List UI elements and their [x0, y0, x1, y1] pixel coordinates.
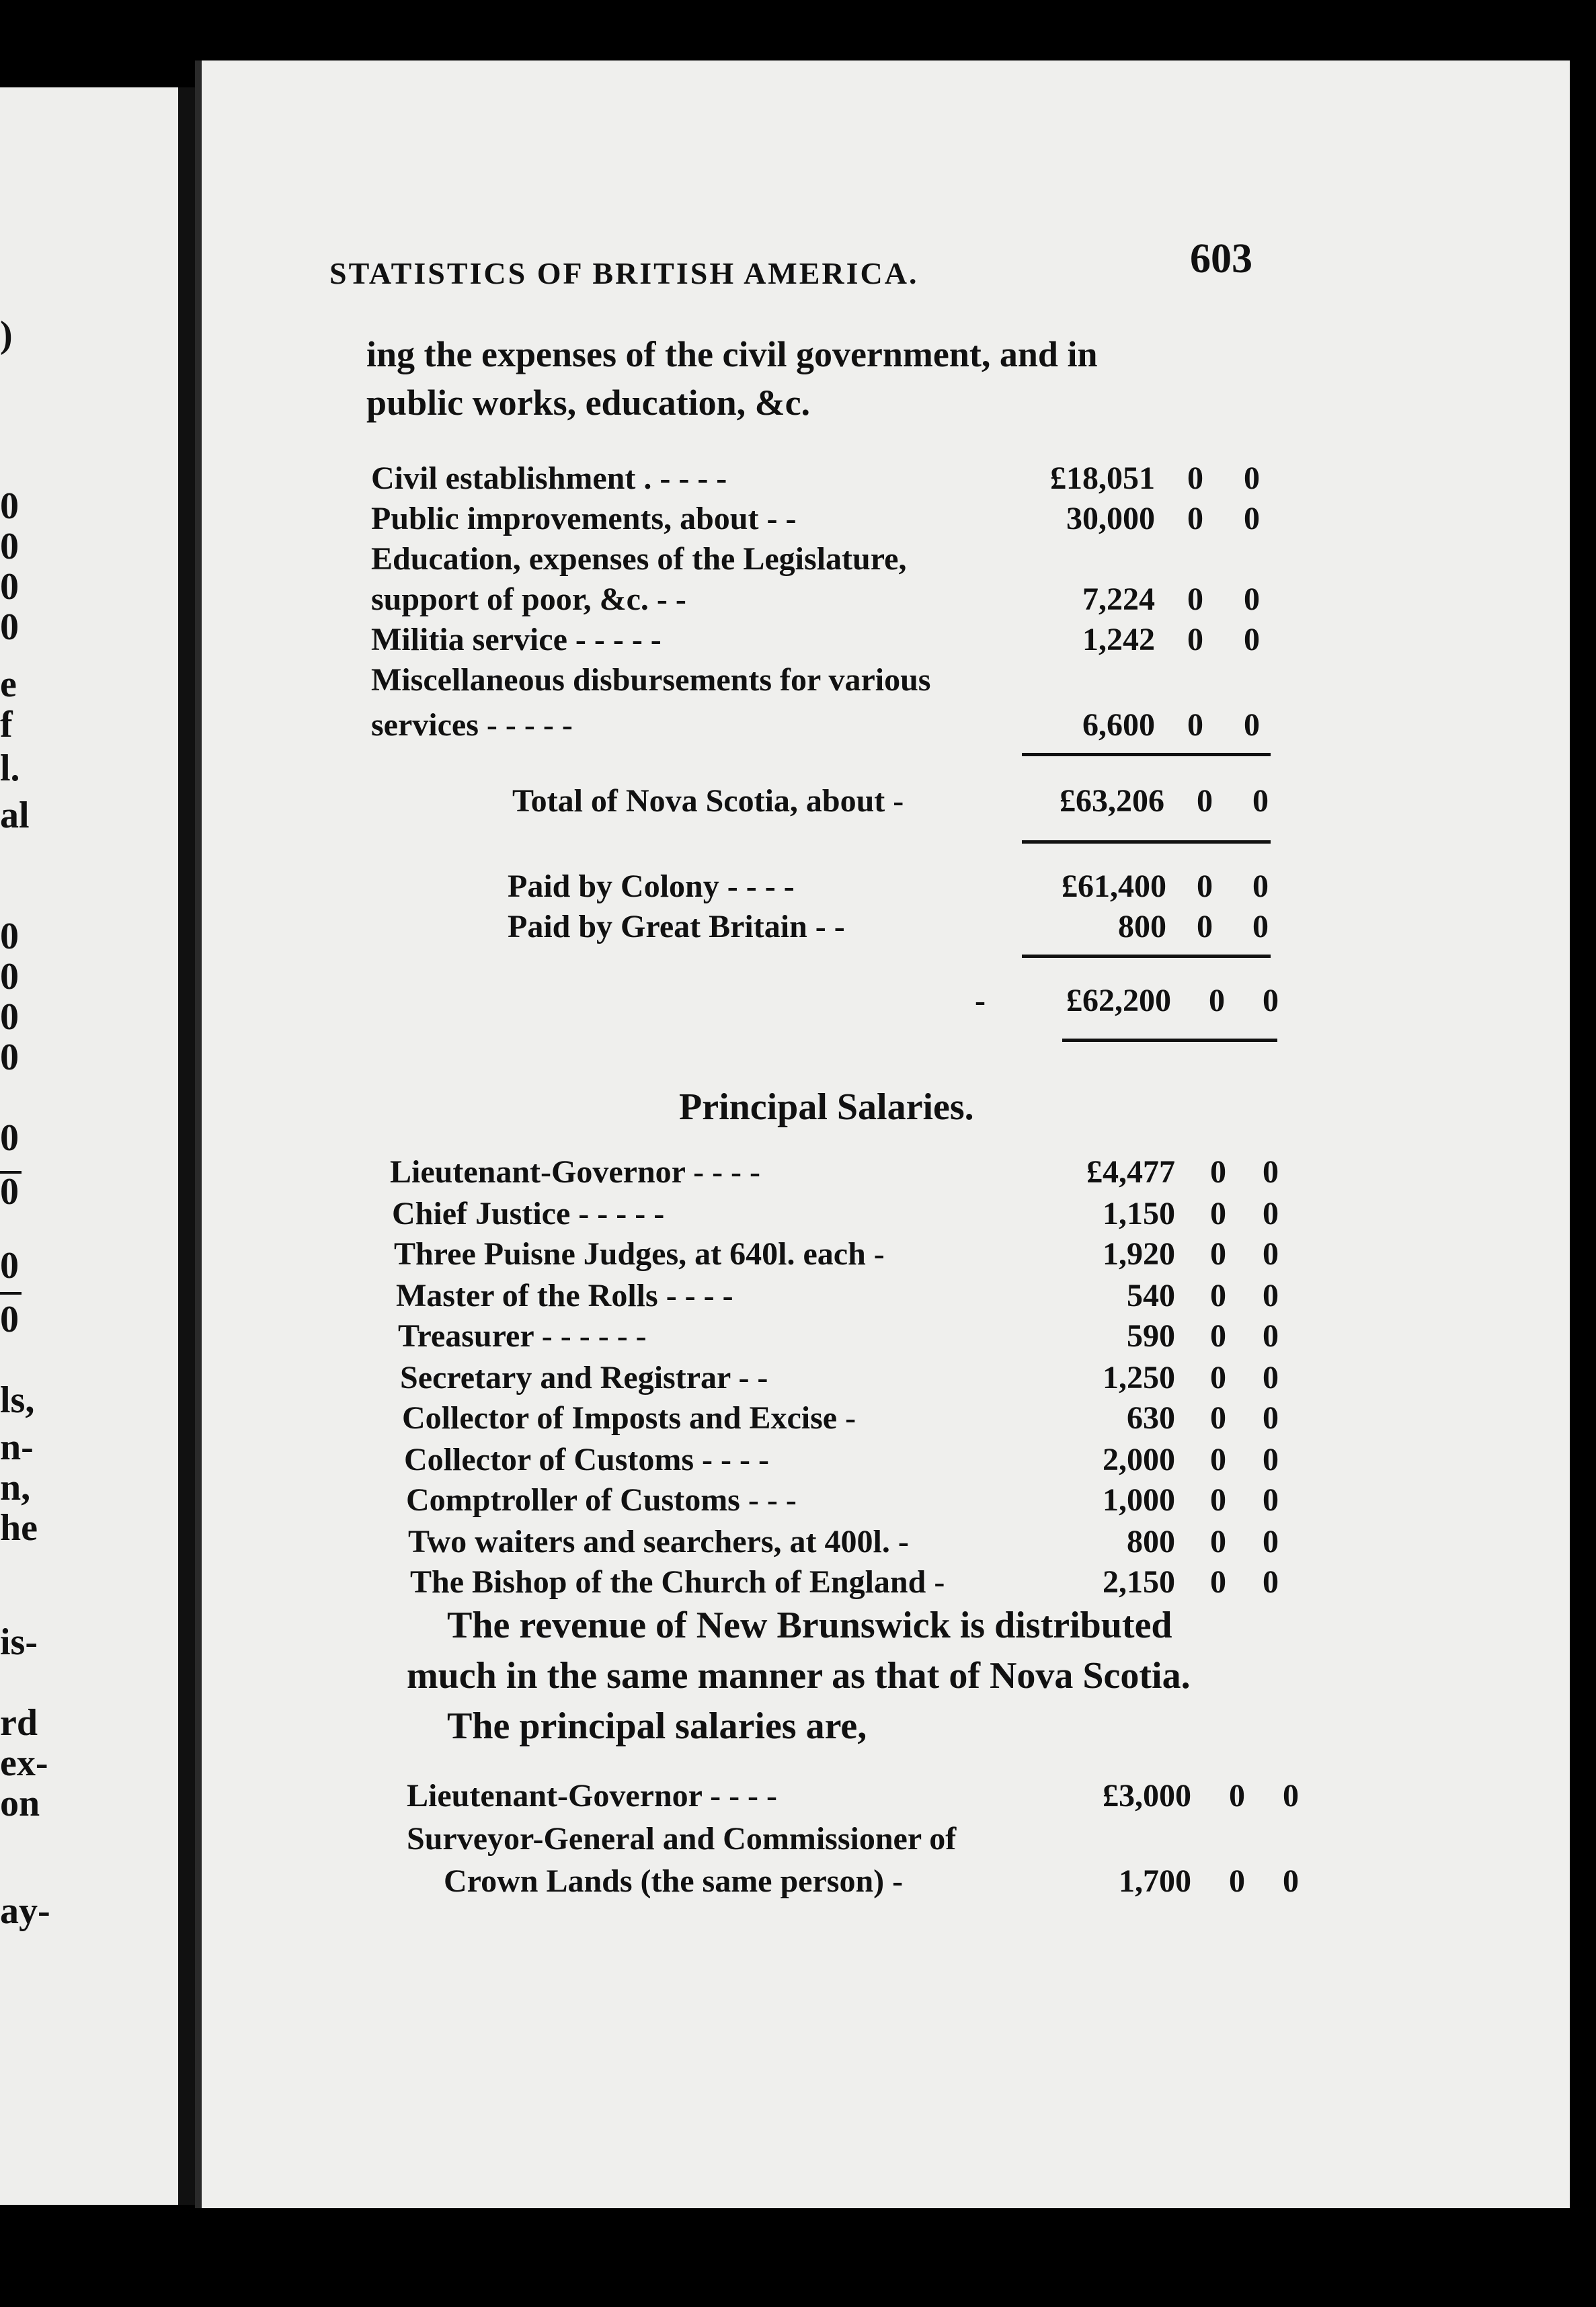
- left-page-fragment: he: [0, 1507, 38, 1549]
- left-page-fragment: ay-: [0, 1890, 50, 1932]
- salary-row-pence: 0: [1263, 1154, 1279, 1190]
- salary-row-shillings: 0: [1210, 1524, 1226, 1560]
- salary-row-amount: 1,250: [1103, 1360, 1175, 1395]
- left-page-fragment: 0: [0, 1117, 19, 1159]
- nb-paragraph-line-3: The principal salaries are,: [447, 1705, 867, 1747]
- salary-row-pence: 0: [1263, 1236, 1279, 1272]
- expense-row-amount: 30,000: [1066, 501, 1155, 536]
- salary-row-label: Comptroller of Customs - - -: [406, 1482, 797, 1518]
- left-page-fragment: 0: [0, 526, 19, 567]
- salary-row-amount: 1,150: [1103, 1196, 1175, 1231]
- left-page-fragment: 0: [0, 1299, 19, 1340]
- left-page-rule: [0, 1171, 22, 1174]
- expense-row-amount: 1,242: [1082, 622, 1155, 657]
- nb-paragraph-line-1: The revenue of New Brunswick is distributed: [447, 1605, 1172, 1646]
- nb-salary-row-amount: £3,000: [1103, 1778, 1191, 1814]
- left-page-fragment: on: [0, 1783, 40, 1824]
- expense-row-label: support of poor, &c. - -: [371, 581, 686, 617]
- paid-row-pence: 0: [1252, 909, 1269, 944]
- nb-salary-row-pence: 0: [1283, 1863, 1299, 1899]
- nb-salary-row-label: Crown Lands (the same person) -: [444, 1863, 904, 1899]
- paid-row-shillings: 0: [1197, 868, 1213, 904]
- page-number: 603: [1190, 236, 1252, 282]
- salary-row-pence: 0: [1263, 1564, 1279, 1600]
- salary-row-label: Chief Justice - - - - -: [392, 1196, 665, 1231]
- salary-row-amount: 1,000: [1103, 1482, 1175, 1518]
- salary-row-shillings: 0: [1210, 1236, 1226, 1272]
- left-page-fragment: 0: [0, 1037, 19, 1078]
- salary-row-shillings: 0: [1210, 1318, 1226, 1354]
- nb-salary-row-amount: 1,700: [1119, 1863, 1191, 1899]
- intro-line-1: ing the expenses of the civil government, and in: [366, 334, 1098, 374]
- salary-row-pence: 0: [1263, 1360, 1279, 1395]
- salary-row-label: Master of the Rolls - - - -: [396, 1278, 733, 1313]
- expense-row-shillings: 0: [1187, 501, 1203, 536]
- salary-row-shillings: 0: [1210, 1482, 1226, 1518]
- nb-salary-row-label: Lieutenant-Governor - - - -: [407, 1778, 778, 1814]
- left-page-fragment: ex-: [0, 1742, 48, 1784]
- left-page-fragment: ls,: [0, 1379, 35, 1421]
- expense-row-amount: 7,224: [1082, 581, 1155, 617]
- left-page-fragment: 0: [0, 566, 19, 608]
- left-page-fragment: n-: [0, 1426, 34, 1468]
- left-page-fragment: ): [0, 314, 13, 356]
- salary-row-amount: 1,920: [1103, 1236, 1175, 1272]
- expense-row-pence: 0: [1244, 501, 1260, 536]
- expense-row-shillings: 0: [1187, 707, 1203, 743]
- nb-salary-row-label: Surveyor-General and Commissioner of: [407, 1821, 957, 1857]
- paid-total-row-amount: £62,200: [1066, 983, 1171, 1018]
- rule-after-total: [1022, 840, 1271, 844]
- expense-row-label: Civil establishment . - - - -: [371, 460, 727, 496]
- expense-row-shillings: 0: [1187, 460, 1203, 496]
- salary-row-amount: 590: [1127, 1318, 1175, 1354]
- salary-row-shillings: 0: [1210, 1400, 1226, 1436]
- salary-row-shillings: 0: [1210, 1442, 1226, 1478]
- paid-total-row-pence: 0: [1263, 983, 1279, 1018]
- salary-row-label: Lieutenant-Governor - - - -: [390, 1154, 761, 1190]
- salary-row-pence: 0: [1263, 1278, 1279, 1313]
- paid-row-amount: £61,400: [1062, 868, 1166, 904]
- expense-row-amount: 6,600: [1082, 707, 1155, 743]
- expense-row-label: services - - - - -: [371, 707, 573, 743]
- salary-row-amount: 2,000: [1103, 1442, 1175, 1478]
- paid-row-shillings: 0: [1197, 909, 1213, 944]
- salary-row-shillings: 0: [1210, 1278, 1226, 1313]
- left-page-fragment: 0: [0, 485, 19, 527]
- expense-row-pence: 0: [1244, 581, 1260, 617]
- salary-row-pence: 0: [1263, 1400, 1279, 1436]
- expense-row-pence: 0: [1244, 707, 1260, 743]
- rule-before-paid-total: [1022, 955, 1271, 958]
- salary-row-shillings: 0: [1210, 1564, 1226, 1600]
- paid-row-pence: 0: [1252, 868, 1269, 904]
- paid-row-amount: 800: [1118, 909, 1166, 944]
- salary-row-amount: 2,150: [1103, 1564, 1175, 1600]
- left-page-fragment: f: [0, 704, 13, 745]
- left-page-fragment: 0: [0, 606, 19, 648]
- total-row-shillings: 0: [1197, 783, 1213, 819]
- salary-row-pence: 0: [1263, 1442, 1279, 1478]
- intro-line-2: public works, education, &c.: [366, 382, 811, 423]
- left-page-fragment: e: [0, 663, 17, 705]
- salary-row-pence: 0: [1263, 1482, 1279, 1518]
- left-page-fragment: is-: [0, 1621, 38, 1663]
- left-page-rule: [0, 1292, 22, 1295]
- paid-row-label: Paid by Colony - - - -: [508, 868, 795, 904]
- salary-row-amount: 630: [1127, 1400, 1175, 1436]
- left-page-fragment: 0: [0, 956, 19, 998]
- left-page-fragment: al: [0, 795, 30, 836]
- running-head: STATISTICS OF BRITISH AMERICA.: [329, 256, 919, 290]
- expense-row-label: Public improvements, about - -: [371, 501, 797, 536]
- total-row-amount: £63,206: [1060, 783, 1164, 819]
- salary-row-label: Three Puisne Judges, at 640l. each -: [394, 1236, 885, 1272]
- expense-row-label: Miscellaneous disbursements for various: [371, 662, 931, 698]
- salaries-heading: Principal Salaries.: [679, 1086, 974, 1128]
- salary-row-pence: 0: [1263, 1196, 1279, 1231]
- left-page-fragment: 0: [0, 916, 19, 957]
- expense-row-pence: 0: [1244, 622, 1260, 657]
- expense-row-amount: £18,051: [1050, 460, 1155, 496]
- rule-before-total: [1022, 753, 1271, 756]
- total-row-pence: 0: [1252, 783, 1269, 819]
- rule-after-paid-total: [1062, 1039, 1277, 1042]
- nb-paragraph-line-2: much in the same manner as that of Nova Scotia.: [407, 1655, 1191, 1697]
- salary-row-shillings: 0: [1210, 1154, 1226, 1190]
- expense-row-shillings: 0: [1187, 581, 1203, 617]
- paid-total-row-shillings: 0: [1209, 983, 1225, 1018]
- expense-row-label: Militia service - - - - -: [371, 622, 662, 657]
- left-page-fragment: 0: [0, 996, 19, 1038]
- left-page-fragment: rd: [0, 1702, 38, 1744]
- left-page-fragment: 0: [0, 1171, 19, 1213]
- expense-row-shillings: 0: [1187, 622, 1203, 657]
- paid-total-row-label: -: [975, 983, 986, 1018]
- salary-row-label: Collector of Imposts and Excise -: [402, 1400, 856, 1436]
- salary-row-label: Collector of Customs - - - -: [404, 1442, 769, 1478]
- gutter-shadow: [178, 87, 195, 2205]
- nb-salary-row-shillings: 0: [1229, 1778, 1245, 1814]
- expense-row-label: Education, expenses of the Legislature,: [371, 541, 907, 577]
- nb-salary-row-pence: 0: [1283, 1778, 1299, 1814]
- left-page-fragment: l.: [0, 747, 20, 789]
- salary-row-amount: 800: [1127, 1524, 1175, 1560]
- salary-row-shillings: 0: [1210, 1196, 1226, 1231]
- salary-row-label: Secretary and Registrar - -: [400, 1360, 768, 1395]
- paid-row-label: Paid by Great Britain - -: [508, 909, 845, 944]
- left-page-fragment: n,: [0, 1467, 31, 1508]
- salary-row-label: Treasurer - - - - - -: [398, 1318, 647, 1354]
- salary-row-amount: £4,477: [1086, 1154, 1175, 1190]
- expense-row-pence: 0: [1244, 460, 1260, 496]
- left-page-fragment: 0: [0, 1245, 19, 1287]
- salary-row-label: The Bishop of the Church of England -: [410, 1564, 945, 1600]
- nb-salary-row-shillings: 0: [1229, 1863, 1245, 1899]
- total-row-label: Total of Nova Scotia, about -: [512, 783, 904, 819]
- salary-row-label: Two waiters and searchers, at 400l. -: [408, 1524, 909, 1560]
- salary-row-pence: 0: [1263, 1318, 1279, 1354]
- salary-row-pence: 0: [1263, 1524, 1279, 1560]
- salary-row-shillings: 0: [1210, 1360, 1226, 1395]
- salary-row-amount: 540: [1127, 1278, 1175, 1313]
